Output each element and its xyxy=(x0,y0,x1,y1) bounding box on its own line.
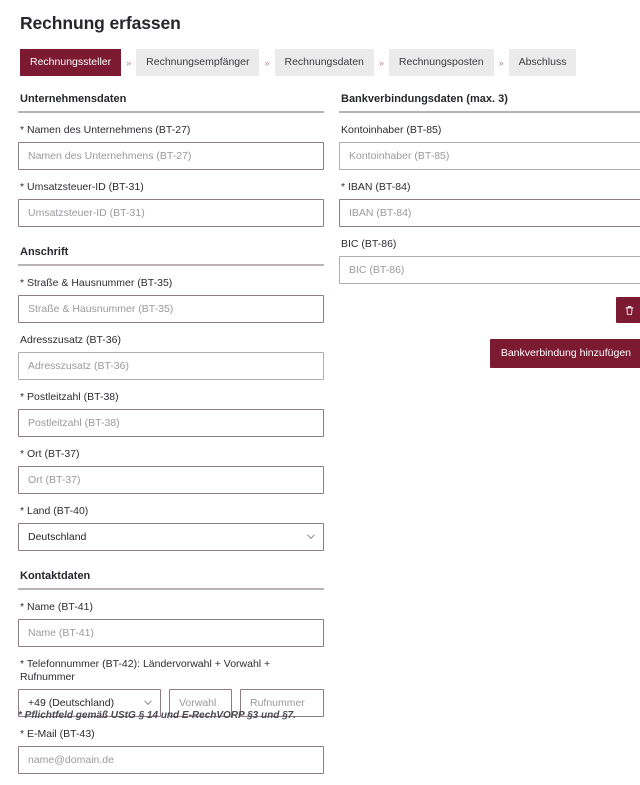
step-separator-icon: » xyxy=(126,57,132,68)
field-email xyxy=(18,728,324,774)
section-title-kontaktdaten: Kontaktdaten xyxy=(20,570,91,582)
left-column xyxy=(18,92,324,785)
step-separator-icon: » xyxy=(498,57,504,68)
invoice-form-page xyxy=(0,12,640,738)
input-bic[interactable] xyxy=(339,256,640,284)
step-separator-icon: » xyxy=(378,57,384,68)
trash-icon xyxy=(624,305,635,316)
label-street: * Straße & Hausnummer (BT-35) xyxy=(20,277,173,289)
input-account-holder[interactable] xyxy=(339,142,640,170)
label-iban: * IBAN (BT-84) xyxy=(341,181,411,193)
field-street xyxy=(18,277,324,323)
right-column xyxy=(339,92,640,785)
input-iban[interactable] xyxy=(339,199,640,227)
label-account-holder: Kontoinhaber (BT-85) xyxy=(341,124,442,136)
input-street[interactable] xyxy=(18,295,324,323)
label-city: * Ort (BT-37) xyxy=(20,448,80,460)
required-field-footnote: * Pflichtfeld gemäß UStG § 14 und E-RechVORP §3 und §7. xyxy=(18,710,297,721)
input-company-name[interactable] xyxy=(18,142,324,170)
select-country[interactable] xyxy=(18,523,324,551)
page-title: Rechnung erfassen xyxy=(20,13,181,33)
field-bic xyxy=(339,238,640,284)
field-city xyxy=(18,448,324,494)
field-account-holder xyxy=(339,124,640,170)
bank-delete-row xyxy=(339,297,640,323)
section-unternehmensdaten xyxy=(18,92,324,227)
field-iban xyxy=(339,181,640,227)
bank-add-row xyxy=(339,339,640,368)
section-anschrift xyxy=(18,245,324,551)
country-select-wrapper xyxy=(18,523,324,551)
label-address-extra: Adresszusatz (BT-36) xyxy=(20,334,121,346)
section-divider xyxy=(18,264,324,266)
field-address-extra xyxy=(18,334,324,380)
field-company-name xyxy=(18,124,324,170)
step-rechnungsposten[interactable]: Rechnungsposten xyxy=(389,49,494,76)
input-vat-id[interactable] xyxy=(18,199,324,227)
step-abschluss[interactable]: Abschluss xyxy=(509,49,577,76)
label-company-name: * Namen des Unternehmens (BT-27) xyxy=(20,124,191,136)
section-bankverbindungsdaten xyxy=(339,92,640,368)
step-rechnungsempfaenger[interactable]: Rechnungsempfänger xyxy=(136,49,259,76)
form-columns xyxy=(14,92,631,785)
input-contact-name[interactable] xyxy=(18,619,324,647)
wizard-stepper xyxy=(20,49,626,76)
label-vat-id: * Umsatzsteuer-ID (BT-31) xyxy=(20,181,144,193)
label-phone: * Telefonnummer (BT-42): Ländervorwahl + Vorwahl + Rufnummer xyxy=(20,658,271,683)
section-kontaktdaten xyxy=(18,569,324,774)
label-country: * Land (BT-40) xyxy=(20,505,89,517)
input-city[interactable] xyxy=(18,466,324,494)
section-divider xyxy=(18,588,324,590)
delete-bank-account-button[interactable] xyxy=(616,297,640,323)
label-email: * E-Mail (BT-43) xyxy=(20,728,95,740)
step-separator-icon: » xyxy=(264,57,270,68)
add-bank-account-button[interactable]: Bankverbindung hinzufügen xyxy=(490,339,640,368)
section-title-anschrift: Anschrift xyxy=(20,246,69,258)
field-postal-code xyxy=(18,391,324,437)
section-title-unternehmensdaten: Unternehmensdaten xyxy=(20,93,127,105)
input-email[interactable] xyxy=(18,746,324,774)
field-contact-name xyxy=(18,601,324,647)
label-contact-name: * Name (BT-41) xyxy=(20,601,93,613)
label-bic: BIC (BT-86) xyxy=(341,238,397,250)
input-address-extra[interactable] xyxy=(18,352,324,380)
section-divider xyxy=(18,111,324,113)
step-rechnungsdaten[interactable]: Rechnungsdaten xyxy=(275,49,374,76)
field-vat-id xyxy=(18,181,324,227)
input-postal-code[interactable] xyxy=(18,409,324,437)
section-divider xyxy=(339,111,640,113)
step-rechnungssteller[interactable]: Rechnungssteller xyxy=(20,49,121,76)
field-country xyxy=(18,505,324,551)
label-postal-code: * Postleitzahl (BT-38) xyxy=(20,391,119,403)
section-title-bankverbindungsdaten: Bankverbindungsdaten (max. 3) xyxy=(341,93,508,105)
